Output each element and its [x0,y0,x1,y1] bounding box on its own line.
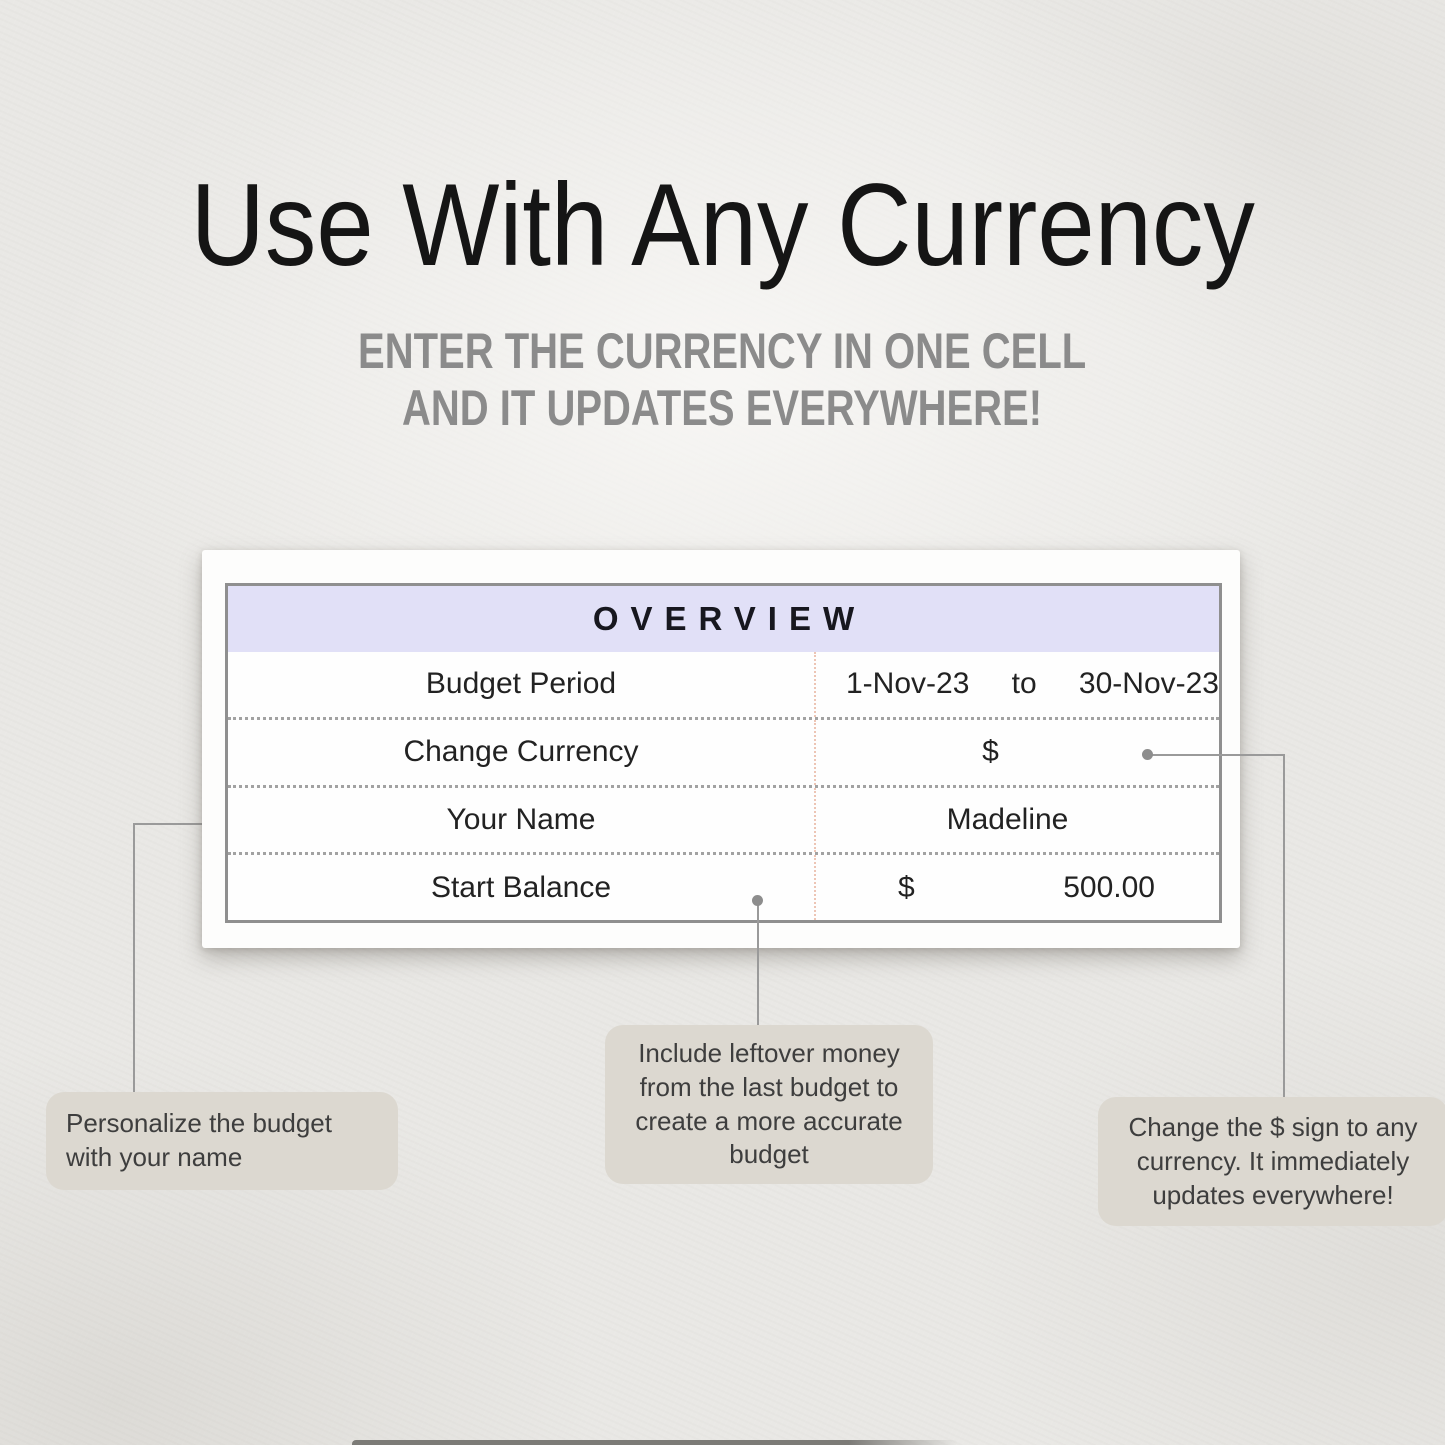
table-row-budget-period [228,652,1219,717]
page-title-text: Use With Any Currency [190,159,1255,290]
subtitle-line-1-wrap [0,323,1445,380]
your-name-label: Your Name [446,802,596,836]
connector-left-vertical-line [133,823,135,1093]
subtitle-line-1: ENTER THE CURRENCY IN ONE CELL [358,323,1087,379]
callout-personalize-name: Personalize the budget with your name [46,1092,398,1190]
user-name-value[interactable]: Madeline [946,802,1069,836]
budget-period-value-cell[interactable] [816,652,1219,717]
connector-left-horizontal-line [133,823,203,825]
overview-table-header [228,586,1219,652]
table-row-change-currency [228,717,1219,785]
connector-middle-anchor-dot [752,895,763,906]
subtitle-line-2-wrap [0,380,1445,437]
callout-change-currency: Change the $ sign to any currency. It immediately updates everywhere! [1098,1097,1445,1226]
start-balance-value-cell[interactable] [816,855,1219,920]
budget-date-separator: to [1011,667,1037,701]
callout-leftover-money: Include leftover money from the last budget to create a more accurate budget [605,1025,933,1184]
connector-middle-vertical-line [757,903,759,1027]
change-currency-label-cell [228,720,816,785]
currency-symbol-cell[interactable]: $ [982,735,999,769]
budget-period-label-cell [228,652,816,717]
next-card-top-edge [352,1440,958,1445]
connector-right-anchor-dot [1142,749,1153,760]
your-name-label-cell [228,788,816,853]
start-balance-currency-symbol[interactable]: $ [898,870,915,904]
page-subtitle [0,323,1445,437]
budget-start-date[interactable]: 1-Nov-23 [846,667,970,701]
overview-header-text: OVERVIEW [592,600,867,637]
overview-table [225,583,1222,923]
start-balance-label-cell [228,855,816,920]
budget-period-label: Budget Period [425,667,617,701]
overview-card [202,550,1240,948]
table-row-your-name [228,785,1219,853]
budget-end-date[interactable]: 30-Nov-23 [1078,667,1219,701]
start-balance-label: Start Balance [430,870,612,904]
page-title [0,159,1445,290]
start-balance-amount[interactable]: 500.00 [1063,870,1155,904]
your-name-value-cell[interactable] [816,788,1219,853]
connector-right-horizontal-line [1151,754,1285,756]
subtitle-line-2: AND IT UPDATES EVERYWHERE! [402,380,1043,436]
change-currency-value-cell[interactable] [816,720,1219,785]
table-row-start-balance [228,852,1219,920]
connector-right-vertical-line [1283,754,1285,1100]
change-currency-label: Change Currency [403,735,639,769]
